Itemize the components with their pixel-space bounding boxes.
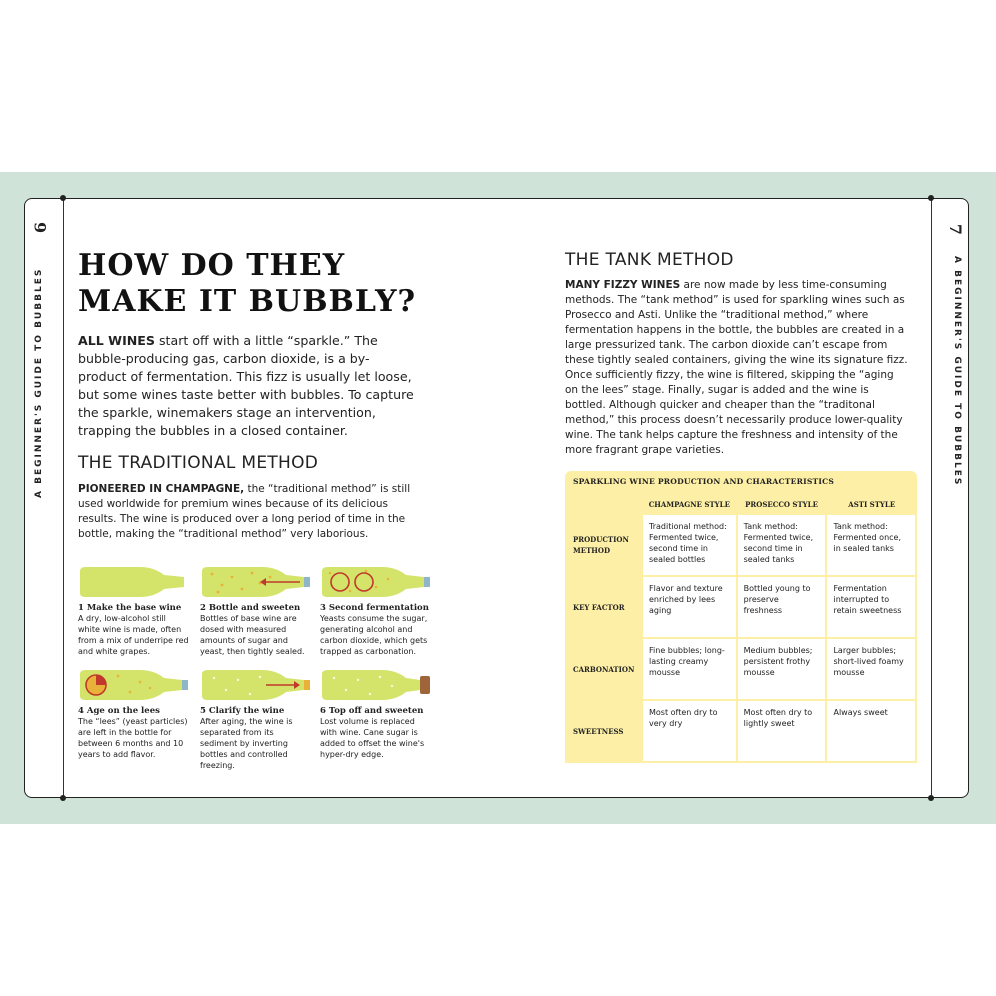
step-title: 3 Second fermentation: [320, 603, 429, 613]
column-header: ASTI STYLE: [826, 495, 916, 514]
step-desc: Yeasts consume the sugar, generating alcohol and carbon dioxide, which gets trapped as carbonation.: [320, 614, 428, 656]
table-cell: Most often dry to lightly sweet: [737, 700, 827, 762]
table-corner: [566, 495, 642, 514]
step-desc: A dry, low-alcohol still white wine is made, often from a mix of underripe red and white grapes.: [78, 614, 189, 656]
table-row: [566, 700, 916, 762]
table-header-row: [566, 495, 916, 514]
right-margin-line: [931, 199, 932, 797]
table-cell: Fermentation interrupted to retain sweetness: [826, 576, 916, 638]
table-cell: Fine bubbles; long-lasting creamy mousse: [642, 638, 737, 700]
left-margin-line: [63, 199, 64, 797]
table-cell: Tank method: Fermented once, in sealed tanks: [826, 514, 916, 576]
bottle-topoff-icon: [320, 668, 432, 702]
characteristics-table: [565, 471, 917, 757]
step-title: 4 Age on the lees: [78, 706, 160, 716]
table-title: SPARKLING WINE PRODUCTION AND CHARACTERISTICS: [573, 477, 835, 486]
step-desc: The “lees” (yeast particles) are left in the bottle for between 6 months and 10 years to add flavor.: [78, 717, 188, 759]
table-cell: Flavor and texture enriched by lees aging: [642, 576, 737, 638]
right-page-number: 7: [946, 223, 966, 236]
corner-dot: [928, 195, 934, 201]
table-row: [566, 638, 916, 700]
traditional-method-text: [78, 482, 418, 542]
bottle-clarify-icon: [200, 668, 312, 702]
title-line-1: HOW DO THEY: [78, 248, 346, 283]
table-row: [566, 576, 916, 638]
step-title: 6 Top off and sweeten: [320, 706, 424, 716]
tank-lead: MANY FIZZY WINES: [565, 279, 681, 291]
step-desc: Lost volume is replaced with wine. Cane sugar is added to offset the wine's hyper-dry edge.: [320, 717, 425, 759]
left-running-head: A BEGINNER'S GUIDE TO BUBBLES: [34, 267, 44, 498]
step-6: [320, 668, 432, 760]
step-desc: After aging, the wine is separated from its sediment by inverting bottles and controlled freezing.: [200, 717, 293, 770]
intro-lead: ALL WINES: [78, 333, 155, 348]
table-cell: Medium bubbles; persistent frothy mousse: [737, 638, 827, 700]
tank-body: are now made by less time-consuming methods. The “tank method” is used for sparkling wines such as Prosecco and Asti. Unlike the “traditional method,” where fermentation happens in the bottle, the bubbles are created in a large pressurized tank. The carbon dioxide can’t escape from these tightly sealed containers, giving the wine its signature fizz. Once sufficiently fizzy, the wine is filtered, skipping the “aging on the lees” stage. Finally, sugar is added and the wine is bottled. Although quicker and cheaper than the “traditonal method,” this process doesn’t necessarily produce lower-quality wine. The tank helps capture the freshness and intensity of the more fragrant grape varieties.: [565, 279, 908, 456]
corner-dot: [60, 795, 66, 801]
left-page-number: 6: [31, 221, 51, 234]
intro-text: start off with a little “sparkle.” The bubble-producing gas, carbon dioxide, is a by-product of fermentation. This fizz is usually let loose, but some wines taste better with bubbles. To capture the sparkle, winemakers stage an intervention, trapping the bubbles in a closed container.: [78, 333, 414, 438]
intro-paragraph: [78, 332, 418, 440]
step-title: 2 Bottle and sweeten: [200, 603, 301, 613]
step-3: [320, 565, 432, 657]
step-title: 1 Make the base wine: [78, 603, 182, 613]
bottle-fermentation-icon: [320, 565, 432, 599]
traditional-lead: PIONEERED IN CHAMPAGNE,: [78, 483, 245, 495]
bottle-lees-icon: [78, 668, 190, 702]
table-cell: Bottled young to preserve freshness: [737, 576, 827, 638]
traditional-method-heading: THE TRADITIONAL METHOD: [78, 453, 319, 473]
row-header: PRODUCTION METHOD: [566, 514, 642, 576]
right-running-head: A BEGINNER'S GUIDE TO BUBBLES: [952, 256, 962, 487]
row-header: SWEETNESS: [566, 700, 642, 762]
column-header: PROSECCO STYLE: [737, 495, 827, 514]
table-cell: Most often dry to very dry: [642, 700, 737, 762]
title-line-2: MAKE IT BUBBLY?: [78, 284, 417, 319]
table-cell: Larger bubbles; short-lived foamy mousse: [826, 638, 916, 700]
step-1: [78, 565, 190, 657]
bottle-plain-icon: [78, 565, 190, 599]
table-cell: Tank method: Fermented twice, second time in sealed tanks: [737, 514, 827, 576]
table-grid: [565, 495, 917, 763]
row-header: CARBONATION: [566, 638, 642, 700]
page-title: [78, 248, 416, 320]
traditional-body: the “traditional method” is still used worldwide for premium wines because of its delicious results. The wine is produced over a long period of time in the bottle, making the “traditional method” very laborious.: [78, 483, 411, 540]
tank-method-text: [565, 278, 910, 458]
table-cell: Traditional method: Fermented twice, second time in sealed bottles: [642, 514, 737, 576]
column-header: CHAMPAGNE STYLE: [642, 495, 737, 514]
tank-method-heading: THE TANK METHOD: [565, 250, 734, 270]
corner-dot: [60, 195, 66, 201]
step-title: 5 Clarify the wine: [200, 706, 285, 716]
bottle-sweeten-icon: [200, 565, 312, 599]
row-header: KEY FACTOR: [566, 576, 642, 638]
corner-dot: [928, 795, 934, 801]
table-row: [566, 514, 916, 576]
table-cell: Always sweet: [826, 700, 916, 762]
step-5: [200, 668, 312, 771]
step-desc: Bottles of base wine are dosed with measured amounts of sugar and yeast, then tightly sealed.: [200, 614, 305, 656]
step-2: [200, 565, 312, 657]
step-4: [78, 668, 190, 760]
